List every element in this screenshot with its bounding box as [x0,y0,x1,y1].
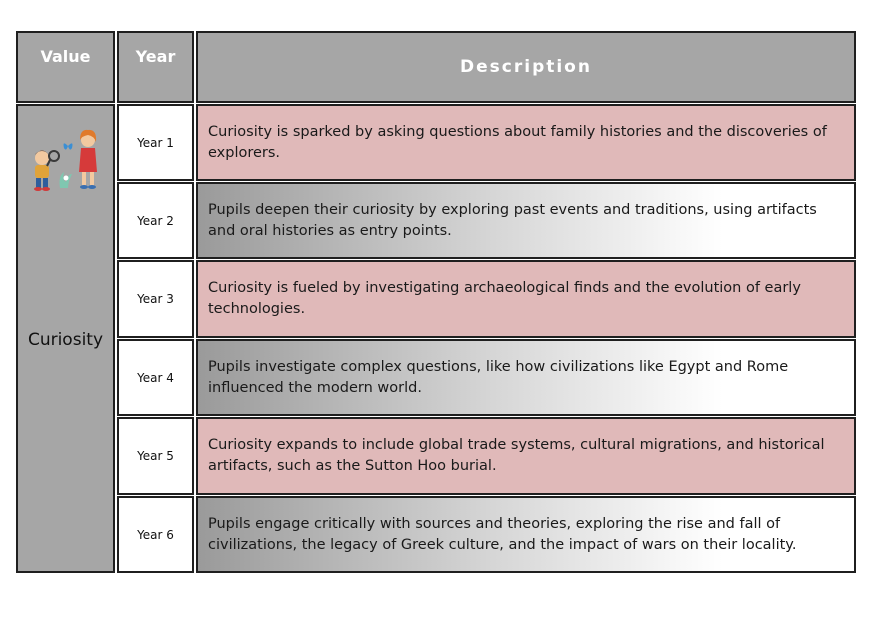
header-description [196,31,856,103]
description-text: Curiosity is sparked by asking questions about family histories and the discoveries of explorers. [208,123,827,161]
header-year [117,31,194,103]
year-label: Year 4 [137,370,174,385]
description-cell-1 [196,104,856,181]
description-cell-2 [196,182,856,259]
year-cell-5 [117,417,194,495]
children-explorers-icon [22,126,106,196]
year-cell-4 [117,339,194,416]
year-cell-3 [117,260,194,338]
description-cell-4 [196,339,856,416]
description-text: Curiosity is fueled by investigating archaeological finds and the evolution of early technologies. [208,280,801,317]
year-cell-6 [117,496,194,573]
header-value [16,31,115,103]
year-label: Year 1 [137,135,174,150]
value-label: Curiosity [27,330,104,350]
description-text: Pupils engage critically with sources and theories, exploring the rise and fall of civilizations, the legacy of Greek culture, and the impact of wars on their locality. [208,515,797,553]
description-cell-5 [196,417,856,495]
description-text: Pupils investigate complex questions, like how civilizations like Egypt and Rome influenced the modern world. [208,358,789,396]
value-cell [16,104,115,573]
description-cell-3 [196,260,856,338]
year-cell-1 [117,104,194,181]
description-text: Pupils deepen their curiosity by exploring past events and traditions, using artifacts and oral histories as entry points. [208,201,817,239]
year-cell-2 [117,182,194,259]
description-cell-6 [196,496,856,573]
year-label: Year 6 [137,527,174,542]
header-description-label: Description [460,57,592,77]
header-value-label: Value [40,47,91,66]
year-label: Year 3 [137,292,174,306]
header-year-label: Year [135,47,176,66]
year-label: Year 5 [137,449,174,463]
year-label: Year 2 [137,213,174,228]
description-text: Curiosity expands to include global trade systems, cultural migrations, and historical artifacts, such as the Sutton Hoo burial. [208,437,825,474]
